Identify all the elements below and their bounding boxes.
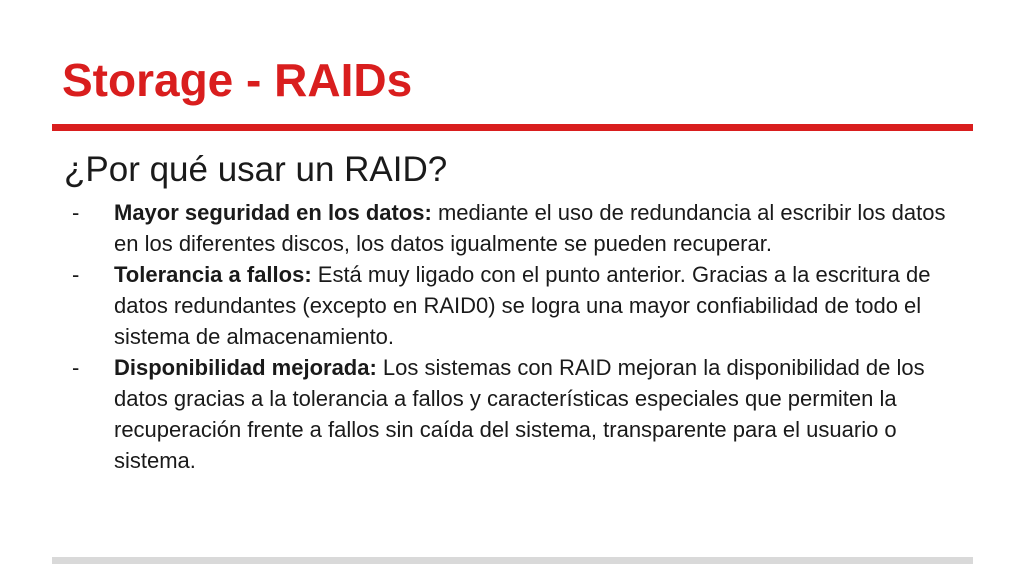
bullet-marker: - <box>72 200 80 225</box>
slide-title: Storage - RAIDs <box>62 54 413 106</box>
bullet-heading: Mayor seguridad en los datos: <box>114 200 432 225</box>
bullet-item <box>72 352 972 476</box>
bullet-heading: Tolerancia a fallos: <box>114 262 312 287</box>
bullet-marker: - <box>72 262 80 287</box>
footer-divider <box>52 557 973 564</box>
bullet-text: Está muy ligado con el punto anterior. Gracias a la escritura de datos redundantes (excepto en RAID0) se logra una mayor confiabilidad de todo el sistema de almacenamiento. <box>114 262 931 349</box>
bullet-text: Los sistemas con RAID mejoran la disponibilidad de los datos gracias a la tolerancia a fallos y características especiales que permiten la recuperación frente a fallos sin caída del sistema, transparente para el usuario o sistema. <box>114 355 925 473</box>
bullet-heading: Disponibilidad mejorada: <box>114 355 377 380</box>
title-underline <box>52 124 973 131</box>
bullet-marker: - <box>72 355 80 380</box>
bullet-text: mediante el uso de redundancia al escribir los datos en los diferentes discos, los datos igualmente se pueden recuperar. <box>114 200 946 256</box>
bullet-item <box>72 259 972 352</box>
bullet-item <box>72 197 972 259</box>
bullet-list <box>72 197 972 476</box>
slide-subtitle: ¿Por qué usar un RAID? <box>64 150 448 189</box>
